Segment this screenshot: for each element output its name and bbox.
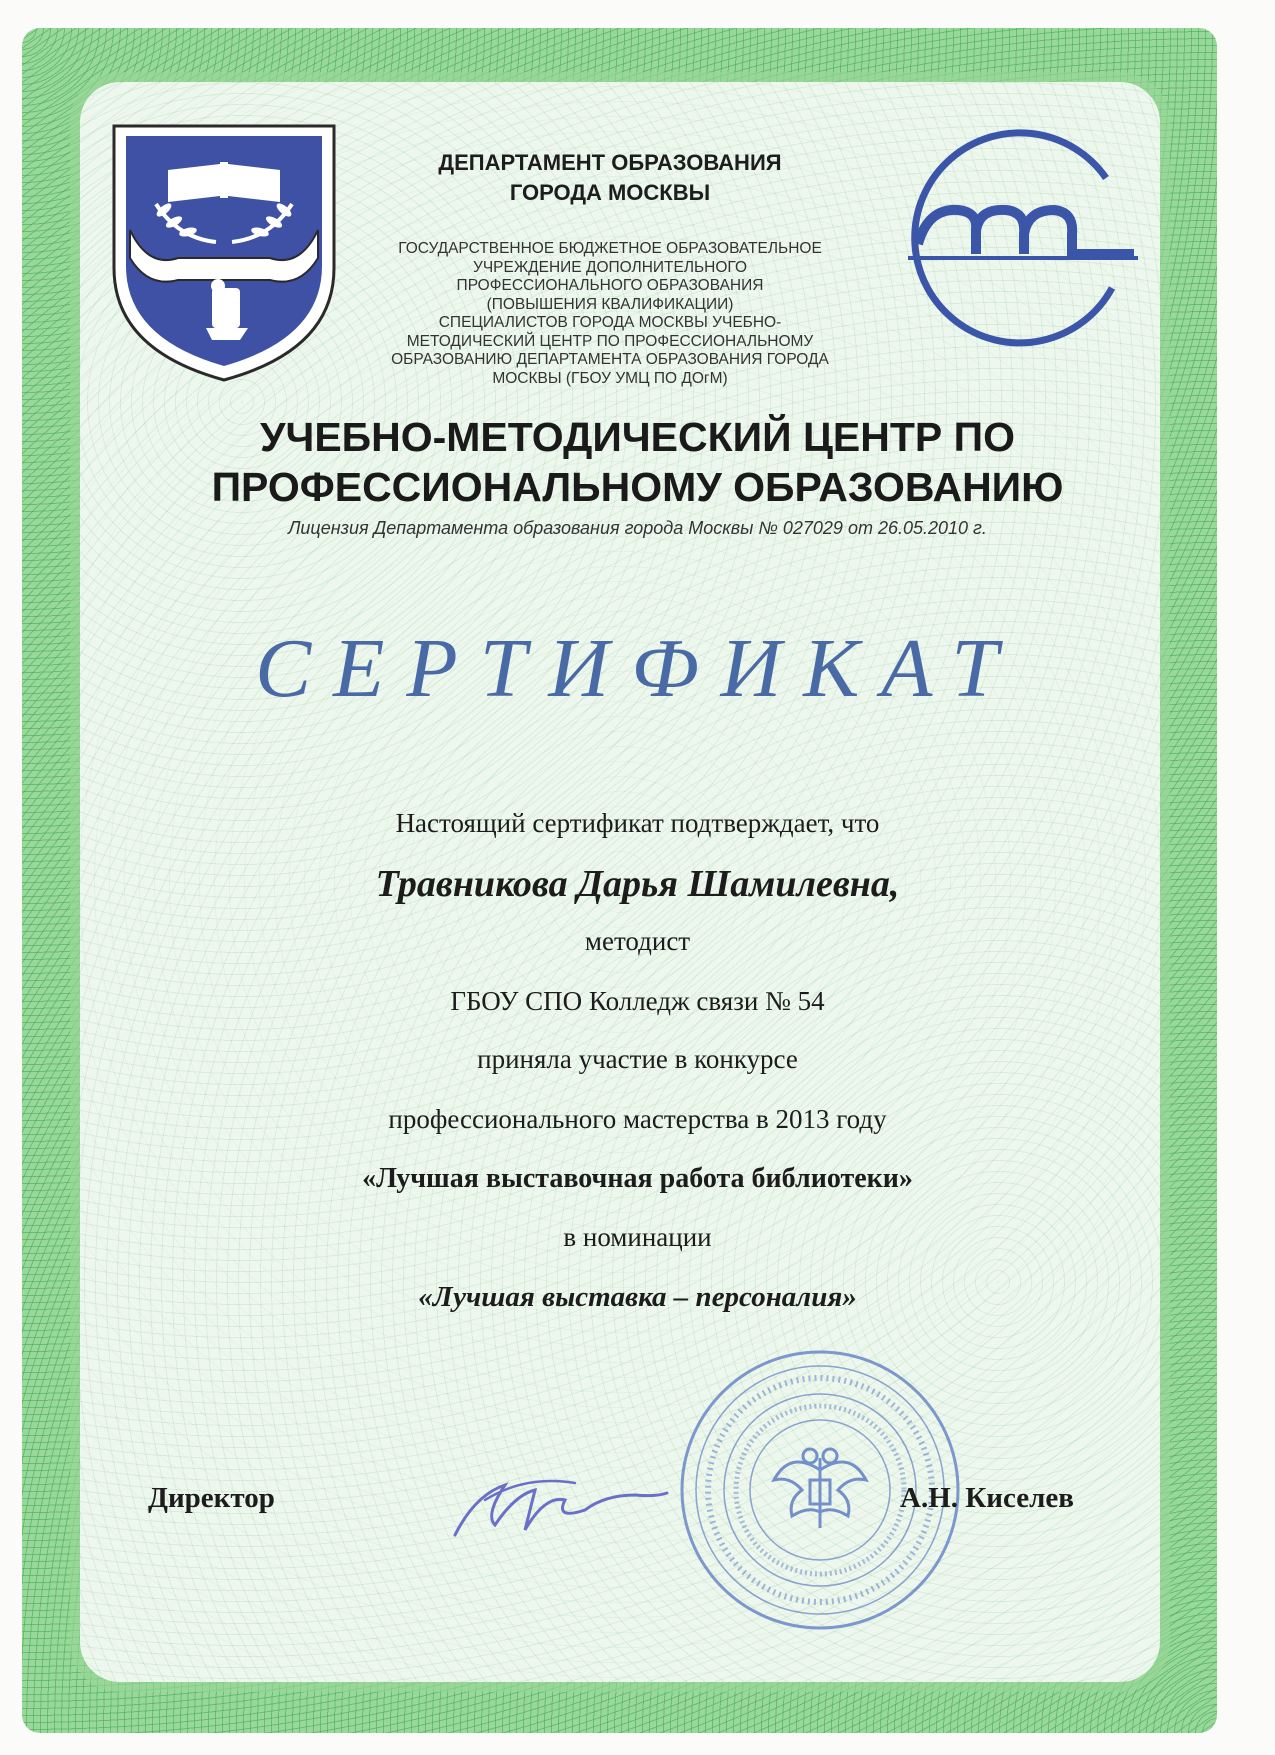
professional-contest-year: профессионального мастерства в 2013 году xyxy=(388,1104,887,1134)
umc-logo xyxy=(888,118,1150,350)
organization-full-name xyxy=(330,240,890,388)
org-line: ГОСУДАРСТВЕННОЕ БЮДЖЕТНОЕ ОБРАЗОВАТЕЛЬНОЕ xyxy=(398,240,822,257)
org-line: МЕТОДИЧЕСКИЙ ЦЕНТР ПО ПРОФЕССИОНАЛЬНОМУ xyxy=(406,332,814,350)
org-line: ПРОФЕССИОНАЛЬНОГО ОБРАЗОВАНИЯ xyxy=(456,277,764,294)
org-line: СПЕЦИАЛИСТОВ ГОРОДА МОСКВЫ УЧЕБНО- xyxy=(438,314,782,331)
recipient-organization: ГБОУ СПО Колледж связи № 54 xyxy=(450,986,825,1016)
director-label: Директор xyxy=(148,1482,275,1514)
certificate-heading: СЕРТИФИКАТ xyxy=(255,622,1020,715)
license-text: Лицензия Департамента образования города Москвы № 027029 от 26.05.2010 г. xyxy=(288,518,987,538)
department-title xyxy=(350,148,870,208)
department-line-1: ДЕПАРТАМЕНТ ОБРАЗОВАНИЯ xyxy=(438,150,782,175)
director-name: А.Н. Киселев xyxy=(900,1482,1074,1514)
nomination-name: «Лучшая выставка – персоналия» xyxy=(418,1281,857,1313)
nomination-intro: в номинации xyxy=(563,1222,712,1252)
recipient-name: Травникова Дарья Шамилевна, xyxy=(375,863,900,905)
org-line: (ПОВЫШЕНИЯ КВАЛИФИКАЦИИ) xyxy=(486,295,734,313)
contest-name: «Лучшая выставочная работа библиотеки» xyxy=(362,1163,913,1194)
org-line: МОСКВЫ (ГБОУ УМЦ ПО ДОгМ) xyxy=(492,369,728,387)
moscow-education-emblem xyxy=(108,118,340,386)
department-line-2: ГОРОДА МОСКВЫ xyxy=(509,180,711,205)
center-title-line-2: ПРОФЕССИОНАЛЬНОМУ ОБРАЗОВАНИЮ xyxy=(211,464,1064,510)
recipient-position: методист xyxy=(584,926,691,956)
certificate-intro: Настоящий сертификат подтверждает, что xyxy=(395,808,880,838)
director-signature xyxy=(445,1455,675,1550)
org-line: УЧРЕЖДЕНИЕ ДОПОЛНИТЕЛЬНОГО xyxy=(472,258,748,276)
center-title-line-1: УЧЕБНО-МЕТОДИЧЕСКИЙ ЦЕНТР ПО xyxy=(260,414,1015,460)
participation-text: приняла участие в конкурсе xyxy=(477,1044,798,1074)
center-title xyxy=(100,412,1175,512)
org-line: ОБРАЗОВАНИЮ ДЕПАРТАМЕНТА ОБРАЗОВАНИЯ ГОРОДА xyxy=(391,351,829,368)
umc-logo-text: УМЦ xyxy=(888,118,891,119)
